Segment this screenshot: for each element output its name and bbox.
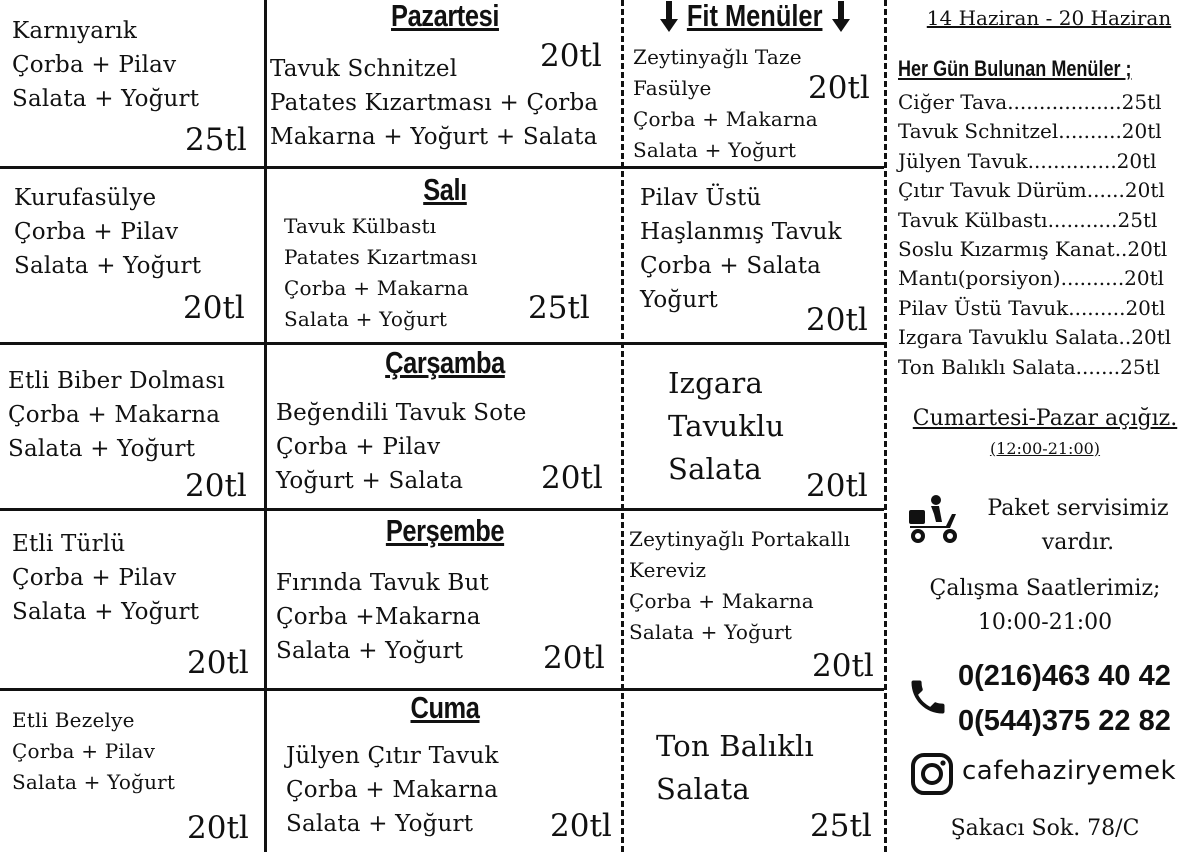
- menu-line: Makarna + Yoğurt + Salata: [270, 124, 598, 150]
- menu-line: Salata: [668, 452, 762, 486]
- price-label: 20tl: [806, 468, 868, 504]
- grid-divider: [884, 0, 887, 852]
- weekend-hours: (12:00-21:00): [989, 439, 1101, 458]
- menu-line: Ton Balıklı: [656, 729, 814, 763]
- arrow-down-icon: [831, 0, 851, 33]
- daily-menu-item: Izgara Tavuklu Salata..20tl: [898, 325, 1172, 350]
- arrow-down-icon: [659, 0, 679, 33]
- menu-line: Salata + Yoğurt: [12, 86, 200, 112]
- day-heading: Pazartesi: [391, 0, 499, 33]
- menu-line: Salata + Yoğurt: [12, 770, 176, 794]
- delivery-note: [960, 492, 1196, 560]
- phone-number[interactable]: 0(216)463 40 42: [958, 660, 1171, 692]
- menu-line: Çorba + Pilav: [12, 739, 156, 763]
- day-heading: Perşembe: [385, 513, 505, 548]
- delivery-line: vardır.: [1041, 530, 1115, 555]
- day-heading: Çarşamba: [385, 345, 505, 380]
- menu-line: Çorba + Salata: [640, 253, 822, 279]
- price-label: 20tl: [806, 302, 868, 338]
- price-label: 20tl: [187, 645, 249, 681]
- price-label: 25tl: [528, 290, 590, 326]
- menu-cell: [276, 396, 527, 498]
- menu-cell: [284, 211, 477, 335]
- menu-cell: [12, 14, 199, 116]
- date-range: 14 Haziran - 20 Haziran: [926, 6, 1172, 30]
- menu-line: Salata + Yoğurt: [629, 620, 793, 644]
- daily-menu-item: Ton Balıklı Salata.......25tl: [898, 354, 1161, 379]
- menu-cell: [656, 725, 814, 811]
- menu-line: Salata + Yoğurt: [8, 436, 196, 462]
- daily-menu-item: Jülyen Tavuk..............20tl: [898, 148, 1157, 173]
- menu-cell: [12, 705, 175, 798]
- menu-line: Beğendili Tavuk Sote: [276, 400, 527, 426]
- menu-cell: [633, 42, 818, 166]
- menu-cell: [12, 527, 199, 629]
- instagram-handle[interactable]: cafehaziryemek: [962, 756, 1177, 786]
- menu-line: Yoğurt + Salata: [276, 468, 464, 494]
- menu-cell: [286, 739, 499, 841]
- daily-menu-item: Soslu Kızarmış Kanat..20tl: [898, 237, 1168, 262]
- menu-cell: [276, 566, 489, 668]
- menu-line: Etli Türlü: [12, 531, 126, 557]
- menu-cell: [668, 362, 784, 491]
- price-label: 20tl: [812, 648, 874, 684]
- menu-line: Salata: [656, 772, 750, 806]
- menu-line: Zeytinyağlı Portakallı: [629, 527, 851, 551]
- menu-line: Salata + Yoğurt: [286, 811, 474, 837]
- daily-menu-item: Ciğer Tava..................25tl: [898, 90, 1162, 114]
- menu-line: Etli Biber Dolması: [8, 368, 225, 394]
- menu-line: Çorba + Makarna: [286, 777, 499, 803]
- price-label: 20tl: [183, 290, 245, 326]
- scooter-delivery-icon: [906, 494, 962, 546]
- daily-menu-item: Mantı(porsiyon)..........20tl: [898, 266, 1165, 291]
- weekend-note: Cumartesi-Pazar açığız.: [912, 406, 1178, 431]
- menu-line: Tavuk Külbastı: [284, 214, 437, 238]
- day-heading: Cuma: [410, 690, 480, 725]
- menu-line: Tavuk Schnitzel: [270, 56, 458, 82]
- price-label: 20tl: [541, 460, 603, 496]
- menu-line: Fasülye: [633, 76, 712, 100]
- menu-line: Çorba + Makarna: [8, 402, 221, 428]
- menu-cell: [640, 181, 842, 317]
- phone-number[interactable]: 0(544)375 22 82: [958, 705, 1171, 737]
- daily-menu-item: Tavuk Schnitzel..........20tl: [898, 119, 1162, 144]
- menu-line: Zeytinyağlı Taze: [633, 45, 802, 69]
- menu-line: Salata + Yoğurt: [276, 638, 464, 664]
- daily-menu-item: Pilav Üstü Tavuk.........20tl: [898, 295, 1166, 320]
- menu-line: Çorba + Pilav: [276, 434, 441, 460]
- menu-line: Çorba +Makarna: [276, 604, 481, 630]
- menu-line: Çorba + Makarna: [284, 276, 469, 300]
- grid-divider: [0, 508, 884, 511]
- menu-cell: [8, 364, 225, 466]
- grid-divider: [621, 0, 624, 852]
- menu-line: Salata + Yoğurt: [12, 599, 200, 625]
- working-hours-value: 10:00-21:00: [977, 610, 1113, 635]
- price-label: 20tl: [808, 70, 870, 106]
- price-label: 20tl: [187, 810, 249, 846]
- daily-menu-list: [898, 88, 1171, 382]
- daily-menu-title: Her Gün Bulunan Menüler ;: [898, 56, 1132, 81]
- menu-line: Jülyen Çıtır Tavuk: [286, 743, 499, 769]
- price-label: 20tl: [185, 468, 247, 504]
- menu-line: Haşlanmış Tavuk: [640, 219, 842, 245]
- menu-line: Izgara: [668, 366, 763, 400]
- menu-line: Çorba + Pilav: [12, 52, 177, 78]
- menu-line: Patates Kızartması: [284, 245, 478, 269]
- working-hours-title: Çalışma Saatlerimiz;: [929, 576, 1161, 601]
- menu-cell: [629, 524, 850, 648]
- grid-divider: [0, 166, 884, 169]
- menu-line: Fırında Tavuk But: [276, 570, 489, 596]
- price-label: 25tl: [185, 122, 247, 158]
- price-label: 20tl: [540, 38, 602, 74]
- fit-menu-heading: [626, 0, 884, 34]
- daily-menu-item: Tavuk Külbastı...........25tl: [898, 207, 1158, 232]
- fit-menu-title: Fit Menüler: [687, 0, 823, 33]
- menu-line: Çorba + Pilav: [12, 565, 177, 591]
- menu-line: Kurufasülye: [14, 185, 157, 211]
- address: Şakacı Sok. 78/C: [950, 816, 1140, 841]
- menu-line: Karnıyarık: [12, 18, 138, 44]
- day-heading: Salı: [423, 172, 467, 207]
- menu-line: Patates Kızartması + Çorba: [270, 90, 599, 116]
- menu-line: Tavuklu: [668, 409, 785, 443]
- grid-divider: [264, 0, 267, 852]
- price-label: 20tl: [543, 640, 605, 676]
- delivery-line: Paket servisimiz: [987, 496, 1169, 521]
- menu-line: Yoğurt: [640, 287, 719, 313]
- menu-line: Kereviz: [629, 558, 707, 582]
- menu-cell: [14, 181, 201, 283]
- menu-line: Çorba + Pilav: [14, 219, 179, 245]
- menu-line: Çorba + Makarna: [629, 589, 814, 613]
- phone-icon: [906, 675, 950, 719]
- menu-line: Salata + Yoğurt: [284, 307, 448, 331]
- daily-menu-item: Çıtır Tavuk Dürüm......20tl: [898, 178, 1165, 203]
- instagram-icon: [910, 752, 954, 796]
- menu-line: Salata + Yoğurt: [14, 253, 202, 279]
- price-label: 20tl: [550, 808, 612, 844]
- price-label: 25tl: [810, 808, 872, 844]
- menu-line: Salata + Yoğurt: [633, 138, 797, 162]
- menu-line: Etli Bezelye: [12, 708, 135, 732]
- menu-line: Pilav Üstü: [640, 185, 762, 211]
- menu-line: Çorba + Makarna: [633, 107, 818, 131]
